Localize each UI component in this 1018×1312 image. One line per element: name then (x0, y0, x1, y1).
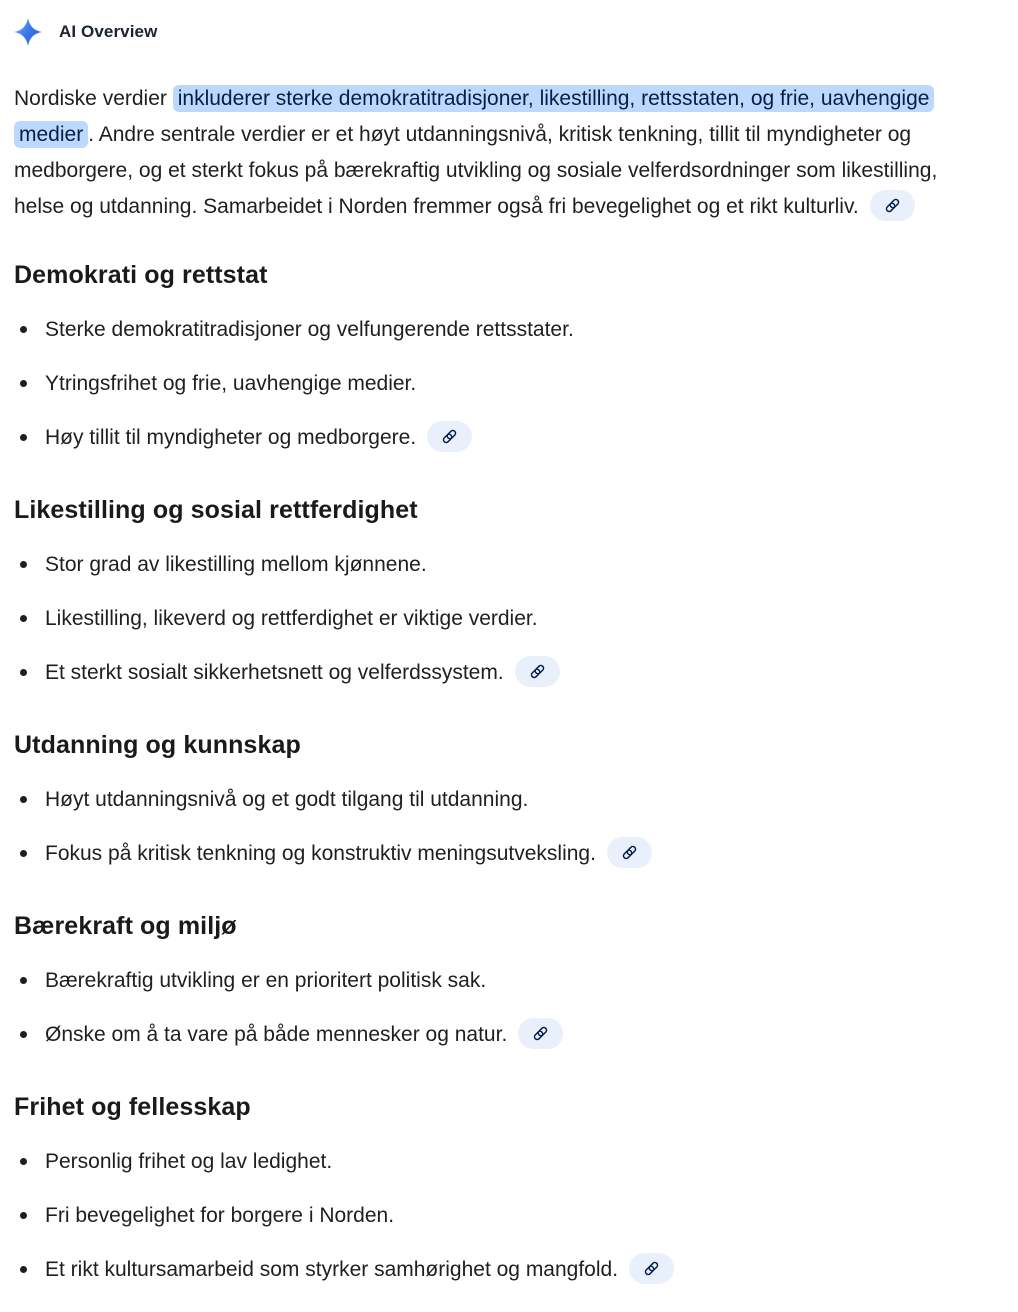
list-item (14, 604, 960, 634)
list-item (14, 315, 960, 345)
link-icon (884, 197, 901, 214)
ai-sparkle-icon (14, 18, 42, 46)
link-icon (441, 428, 458, 445)
list-item (14, 1201, 960, 1231)
ai-overview-header (14, 18, 960, 46)
list-item-text: Et sterkt sosialt sikkerhetsnett og velferdssystem. (45, 661, 504, 685)
bullet-list (14, 966, 960, 1051)
list-item-text: Fokus på kritisk tenkning og konstruktiv meningsutveksling. (45, 842, 596, 866)
link-icon (532, 1025, 549, 1042)
list-item-text: Ytringsfrihet og frie, uavhengige medier. (45, 372, 417, 395)
section-heading: Frihet og fellesskap (14, 1093, 251, 1121)
list-item (14, 1020, 960, 1051)
list-item (14, 1147, 960, 1177)
list-item-text: Høyt utdanningsnivå og et godt tilgang til utdanning. (45, 788, 529, 811)
list-item (14, 369, 960, 399)
bullet-list (14, 315, 960, 454)
intro-paragraph (14, 81, 960, 225)
intro-highlighted-text[interactable]: inkluderer sterke demokratitradisjoner, likestilling, rettsstaten, og frie, uavhengige medier (14, 85, 934, 148)
list-item (14, 1255, 960, 1286)
list-item (14, 966, 960, 996)
source-link-button[interactable] (629, 1253, 674, 1284)
list-item (14, 785, 960, 815)
list-item (14, 658, 960, 689)
bullet-list (14, 1147, 960, 1286)
section-heading: Demokrati og rettstat (14, 261, 268, 289)
list-item-text: Sterke demokratitradisjoner og velfungerende rettsstater. (45, 318, 574, 341)
bullet-list (14, 785, 960, 870)
list-item (14, 423, 960, 454)
section-heading: Likestilling og sosial rettferdighet (14, 496, 418, 524)
source-link-button[interactable] (515, 656, 560, 687)
list-item-text: Ønske om å ta vare på både mennesker og natur. (45, 1023, 508, 1047)
link-icon (621, 844, 638, 861)
list-item (14, 839, 960, 870)
source-link-button[interactable] (518, 1018, 563, 1049)
list-item-text: Personlig frihet og lav ledighet. (45, 1150, 333, 1173)
bullet-list (14, 550, 960, 689)
link-icon (529, 663, 546, 680)
source-link-button[interactable] (607, 837, 652, 868)
list-item-text: Stor grad av likestilling mellom kjønnene. (45, 553, 427, 576)
ai-overview-title: AI Overview (59, 22, 158, 41)
list-item-text: Et rikt kultursamarbeid som styrker samhørighet og mangfold. (45, 1258, 619, 1282)
link-icon (643, 1260, 660, 1277)
sections (14, 259, 960, 1286)
section-heading: Bærekraft og miljø (14, 912, 237, 940)
list-item-text: Fri bevegelighet for borgere i Norden. (45, 1204, 395, 1227)
list-item (14, 550, 960, 580)
intro-text-before: Nordiske verdier (14, 87, 173, 110)
section-heading: Utdanning og kunnskap (14, 731, 301, 759)
list-item-text: Bærekraftig utvikling er en prioritert politisk sak. (45, 969, 487, 992)
list-item-text: Høy tillit til myndigheter og medborgere. (45, 426, 417, 450)
source-link-button[interactable] (427, 421, 472, 452)
list-item-text: Likestilling, likeverd og rettferdighet er viktige verdier. (45, 607, 538, 630)
source-link-button[interactable] (870, 190, 915, 221)
intro-text-after: . Andre sentrale verdier er et høyt utdanningsnivå, kritisk tenkning, tillit til myndigheter og medborgere, og et sterkt fokus på bærekraftig utvikling og sosiale velferdsordninger som likestilling, helse og utdanning. Samarbeidet i Norden fremmer også fri bevegelighet og et rikt kulturliv. (14, 123, 938, 218)
